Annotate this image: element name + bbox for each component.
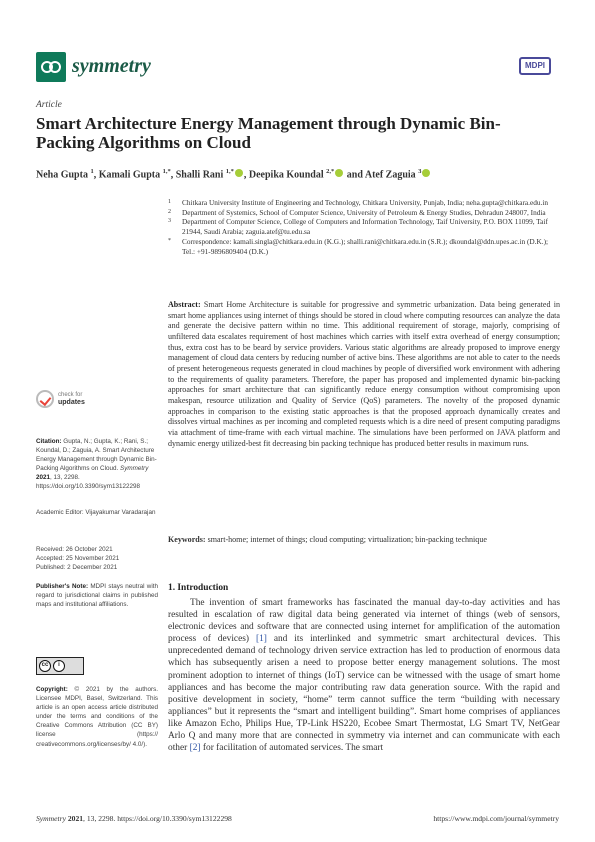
citation-year: 2021 — [36, 474, 51, 482]
author-affil-mark: 1,* — [225, 168, 234, 175]
check-for-updates-button[interactable] — [36, 390, 85, 408]
academic-editor: Academic Editor: Vijayakumar Varadarajan — [36, 509, 156, 516]
publisher-note — [36, 582, 158, 609]
affiliation-mark: 3 — [168, 218, 171, 225]
author-affil-mark: 1,* — [162, 168, 171, 175]
publisher-note-label: Publisher's Note: — [36, 583, 89, 590]
citation-text: Gupta, N.; Gupta, K.; Rani, S.; Koundal, D.; Zaguia, A. Smart Architecture Energy Management through Dynamic Bin-Packing Algorithms on Cloud. — [36, 438, 157, 473]
orcid-icon[interactable] — [235, 169, 243, 177]
keywords-text: smart-home; internet of things; cloud computing; virtualization; bin-packing technique — [207, 535, 487, 544]
copyright-block — [36, 685, 158, 749]
cc-by-license-badge[interactable] — [36, 657, 84, 675]
abstract-label: Abstract: — [168, 300, 201, 309]
reference-link-2[interactable]: [2] — [189, 743, 201, 754]
abstract-text: Smart Home Architecture is suitable for progressive and symmetric urbanization. Data being generated in smart home appliances using internet of things should be stored in cloud where computing resources can analyze the data and generate the decisive pattern within no time. This additional requirement of storage, majorly, comprising of unfiltered data escalates requirement of host machines which carries with itself extra overhead of energy consumption; thus, extra cost has to be beard by service providers. Various static algorithms are already proposed to improve energy management of cloud data centers by reducing number of active bins. These algorithms are not able to cater to the needs of present heterogeneous requests generated in cloud machines by people of diversified work environment with adhering to the requirements of quality parameters. Therefore, the paper has proposed and implemented dynamic bin-packing approaches for smart architecture that can significantly reduce energy consumption without compromising upon makespan, resource utilization and Quality of Service (QoS) parameters. The novelty of the proposed dynamic approaches in comparison to the existing static approaches is that the proposed approach dynamically creates and dissolves virtual machines as per incoming and completed requests which is a dire need of present computing paradigms via attachment of time-frame with each virtual machine. The simulations have been performed on JAVA platform and dynamic energy utilized-best fit decreasing bin packing technique has produced better results in maximum runs. — [168, 300, 560, 448]
citation-block — [36, 437, 158, 492]
accepted-date: Accepted: 25 November 2021 — [36, 555, 120, 563]
affiliation-mark: 2 — [168, 208, 171, 215]
cc-icon: cc — [39, 660, 51, 672]
article-type: Article — [36, 100, 62, 110]
author-affil-mark: 2,* — [326, 168, 335, 175]
publisher-note-text: MDPI stays neutral with regard to jurisdictional claims in published maps and institutional affiliations. — [36, 583, 158, 609]
author-list: Neha Gupta $^1$, Kamali Gupta $^{1,*}$, Shalli Rani $^{1,*}$ , Deepika Koundal $^{2,*}$ and Atef Zaguia $^3$ — [36, 168, 556, 180]
affiliation-list — [168, 198, 558, 256]
check-updates-line1: check for — [58, 391, 83, 398]
symmetry-logo-mark — [40, 56, 62, 78]
affiliation-item — [168, 208, 558, 218]
author-name: Atef Zaguia — [364, 169, 416, 181]
footer-url[interactable]: https://www.mdpi.com/journal/symmetry — [433, 814, 559, 823]
check-updates-icon — [36, 390, 54, 408]
author-name: Shalli Rani — [175, 169, 224, 181]
citation-doi[interactable]: , 13, 2298. https://doi.org/10.3390/sym13122298 — [36, 474, 140, 491]
author-affil-mark: 1 — [90, 168, 94, 175]
dates-block — [36, 545, 158, 572]
section-heading-introduction: 1. Introduction — [168, 583, 229, 593]
check-updates-line2: updates — [58, 398, 85, 406]
copyright-label: Copyright: — [36, 686, 68, 693]
citation-label: Citation: — [36, 438, 62, 445]
author-name: Kamali Gupta — [98, 169, 161, 181]
intro-text-part1: The invention of smart frameworks has fascinated the manual day-to-day activities and has resulted in escalation of raw digital data being generated via internet of things (web of sensors, electronic devices and software that are connected using internet for amplification of the automation process of devices) — [168, 598, 560, 645]
affiliation-item — [168, 198, 558, 208]
footer-doi[interactable]: , 13, 2298. https://doi.org/10.3390/sym13122298 — [83, 814, 232, 823]
affiliation-item — [168, 217, 558, 236]
article-title: Smart Architecture Energy Management through Dynamic Bin-Packing Algorithms on Cloud — [36, 114, 501, 152]
page-footer — [36, 814, 559, 823]
by-icon: i — [53, 660, 65, 672]
journal-logo-icon — [36, 52, 66, 82]
citation-journal: Symmetry — [120, 465, 149, 473]
reference-link-1[interactable]: [1] — [255, 634, 267, 645]
orcid-icon[interactable] — [422, 169, 430, 177]
affiliation-text: Department of Computer Science, College of Computers and Information Technology, Taif University, P.O. BOX 11099, Taif 21944, Saudi Arabia; zaguia.atef@tu.edu.sa — [182, 217, 548, 237]
orcid-icon[interactable] — [335, 169, 343, 177]
author-name: Deepika Koundal — [248, 169, 324, 181]
author-affil-mark: 3 — [418, 168, 422, 175]
correspondence-text: Correspondence: kamali.singla@chitkara.edu.in (K.G.); shalli.rani@chitkara.edu.in (S.R.); dkoundal@ddn.upes.ac.in (D.K.); Tel.: +91-9896809404 (D.K.) — [182, 236, 549, 256]
journal-name: symmetry — [72, 55, 151, 77]
footer-year: 2021 — [67, 814, 84, 823]
abstract — [168, 300, 560, 449]
intro-text-part2: and its interlinked and symmetric smart architectural devices. This unprecedented demand of technology driven service extraction has led to production of enormous data which has subsequently arisen a need to propose better energy management solutions. The most prominent adoption to internet of things (IoT) service can be witnessed with the usage of smart home appliances and has become the major contributing raw data generation source. With the rapid and positive development in society, “home” term cannot suffice the term “building with necessary appliances” but it represents the “smart and intelligent building”. Smart home comprises of appliances like Amazon Echo, Philips Hue, TP-Link HS220, Ecobee Smart Thermostat, LG Smart TV, NetGear Arlo Q and many more that are connected in symmetry via internet and can communicate with each other — [168, 634, 560, 754]
footer-journal: Symmetry — [36, 814, 66, 823]
intro-text-part3: for facilitation of automated services. The smart — [200, 743, 384, 754]
affiliation-mark: 1 — [168, 199, 171, 205]
introduction-paragraph — [168, 597, 560, 754]
mdpi-logo: MDPI — [519, 57, 551, 75]
copyright-text: © 2021 by the authors. Licensee MDPI, Basel, Switzerland. This article is an open access article distributed under the terms and conditions of the Creative Commons Attribution (CC BY) license (https:// creativecommons.org/licenses/by/ 4.0/). — [36, 686, 158, 748]
correspondence — [168, 237, 558, 256]
published-date: Published: 2 December 2021 — [36, 564, 118, 572]
keywords-label: Keywords: — [168, 535, 206, 544]
affiliation-text: Department of Systemics, School of Computer Science, University of Petroleum & Energy Studies, Dehradun 248007, India — [182, 207, 546, 217]
author-name: Neha Gupta — [36, 169, 88, 181]
keywords — [168, 535, 560, 546]
footer-citation — [36, 814, 232, 823]
received-date: Received: 26 October 2021 — [36, 546, 113, 553]
affiliation-text: Chitkara University Institute of Engineering and Technology, Chitkara University, Punjab, India; neha.gupta@chitkara.edu.in — [182, 198, 549, 207]
correspondence-mark: * — [168, 237, 171, 244]
